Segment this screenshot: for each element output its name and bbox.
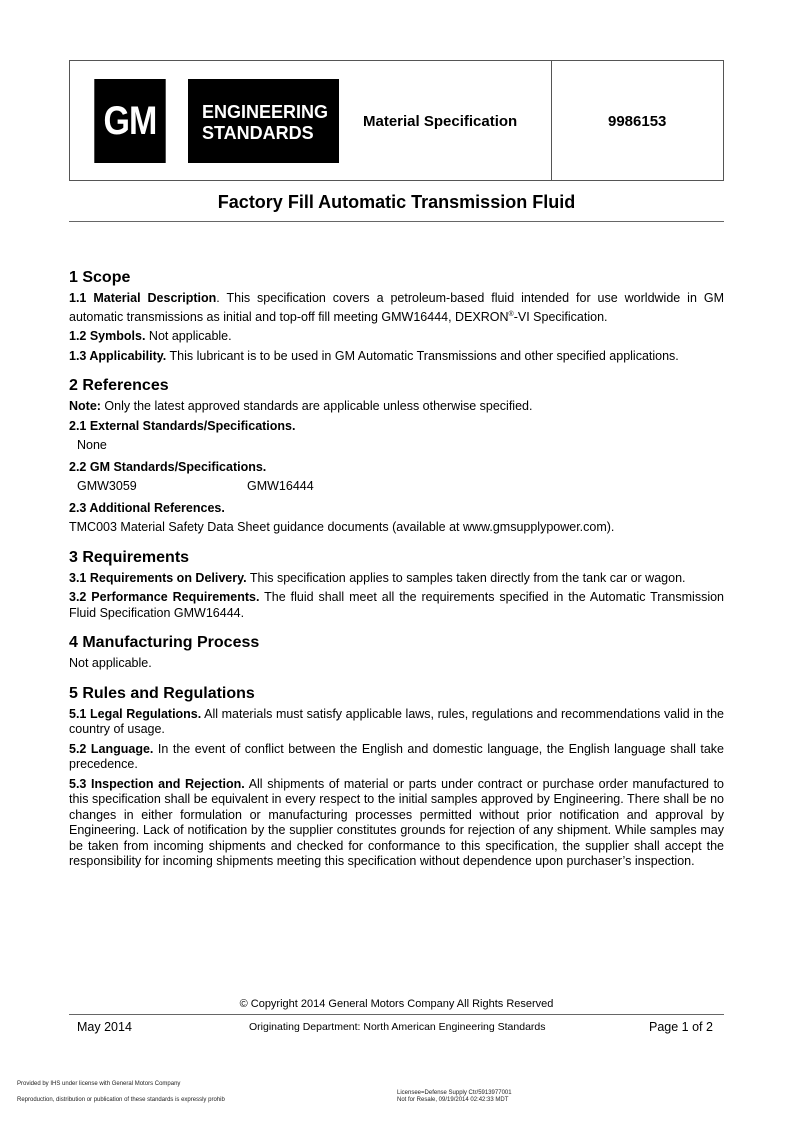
para-label: Note: (69, 399, 101, 414)
para-text: In the event of conflict between the English and domestic language, the English language shall take precedence. (69, 741, 724, 772)
paragraph (69, 399, 724, 415)
para-label: 1.1 Material Description (69, 291, 217, 305)
logo-line-1: ENGINEERING (202, 102, 329, 122)
paragraph: Not applicable. (69, 656, 152, 671)
paragraph (69, 291, 724, 325)
subheading (69, 460, 724, 476)
para-text: All materials must satisfy applicable laws, rules, regulations and recommendations valid in the country of usage. (69, 706, 724, 737)
section-references (69, 376, 724, 536)
para-label: 2.1 External Standards/Specifications. (69, 418, 296, 433)
standard-ref: GMW3059 (77, 479, 137, 494)
paragraph: None (77, 438, 107, 453)
para-text: -VI Specification. (513, 309, 608, 324)
para-label: 5.1 Legal Regulations. (69, 706, 202, 721)
section-heading: 2 References (69, 377, 169, 395)
doc-number: 9986153 (608, 113, 667, 130)
section-scope (69, 268, 724, 364)
para-text: Only the latest approved standards are applicable unless otherwise specified. (100, 399, 533, 414)
footer-department: Originating Department: North American Engineering Standards (249, 1021, 546, 1033)
para-label: 5.3 Inspection and Rejection. (69, 776, 245, 791)
document-body (69, 268, 724, 882)
para-text: All shipments of material or parts under contract or purchase order manufactured to this specification shall be equivalent in every respect to the initial samples approved by Engineering. There shall be no changes in either formulation or manufacturing processes permitted without prior notification and approval by Engineering. Lack of notification by the supplier constitutes grounds for rejection of any shipment. While samples may be taken from incoming shipments and checked for conformance to this specification, the supplier shall accept the responsibility for incoming shipments meeting this specification without dependence upon purchaser’s inspection. (69, 776, 724, 869)
footer-rule (69, 1014, 724, 1015)
para-label: 3.1 Requirements on Delivery. (69, 570, 247, 585)
footer-date: May 2014 (77, 1020, 132, 1034)
ihs-reproduction-notice: Reproduction, distribution or publication of these standards is expressly prohib (17, 1097, 225, 1103)
para-text: Not applicable. (145, 329, 232, 344)
section-requirements (69, 548, 724, 622)
paragraph: TMC003 Material Safety Data Sheet guidance documents (available at www.gmsupplypower.com). (69, 520, 615, 535)
para-label: 1.2 Symbols. (69, 329, 146, 344)
page-title: Factory Fill Automatic Transmission Fluid (217, 192, 576, 212)
title-rule (69, 221, 724, 222)
para-label: 1.3 Applicability. (69, 348, 167, 363)
section-heading: 1 Scope (69, 269, 131, 286)
section-manufacturing (69, 633, 724, 672)
engineering-standards-logo (188, 79, 339, 163)
subheading (69, 501, 724, 517)
para-label: 3.2 Performance Requirements. (69, 590, 260, 605)
header-divider (551, 61, 552, 180)
section-heading: 4 Manufacturing Process (69, 634, 260, 652)
paragraph (69, 329, 724, 345)
para-text: The fluid shall meet all the requirements specified in the Automatic Transmission Fluid Specification GMW16444. (69, 590, 724, 620)
section-rules (69, 684, 724, 870)
standard-ref: GMW16444 (247, 479, 314, 494)
licensee-info: Licensee=Defense Supply Ctr/5913977001 (397, 1090, 512, 1096)
paragraph (69, 571, 724, 587)
para-label: 2.2 GM Standards/Specifications. (69, 459, 267, 474)
para-label: 2.3 Additional References. (69, 500, 225, 515)
resale-notice: Not for Resale, 09/19/2014 02:42:33 MDT (397, 1097, 509, 1103)
subheading (69, 419, 724, 435)
standards-list (69, 479, 724, 495)
copyright: © Copyright 2014 General Motors Company All Rights Reserved (239, 998, 554, 1010)
para-text: This specification applies to samples taken directly from the tank car or wagon. (246, 570, 686, 585)
logo-line-2: STANDARDS (202, 123, 314, 143)
para-label: 5.2 Language. (69, 741, 154, 756)
section-heading: 3 Requirements (69, 548, 190, 566)
paragraph (69, 590, 724, 621)
footer-page-number: Page 1 of 2 (649, 1020, 713, 1034)
paragraph (69, 777, 724, 870)
registered-mark: ® (508, 310, 514, 318)
para-text: . This specification covers a petroleum-based fluid intended for use worldwide in GM automatic transmissions as initial and top-off fill meeting GMW16444, DEXRON (69, 291, 725, 324)
header-box (69, 60, 724, 181)
doc-type: Material Specification (363, 113, 518, 130)
ihs-notice: Provided by IHS under license with General Motors Company (17, 1081, 181, 1087)
gm-logo: GM (94, 79, 165, 163)
paragraph (69, 742, 724, 773)
para-text: This lubricant is to be used in GM Automatic Transmissions and other specified applications. (166, 348, 679, 363)
section-heading: 5 Rules and Regulations (69, 684, 255, 702)
paragraph (69, 349, 724, 365)
paragraph (69, 707, 724, 738)
